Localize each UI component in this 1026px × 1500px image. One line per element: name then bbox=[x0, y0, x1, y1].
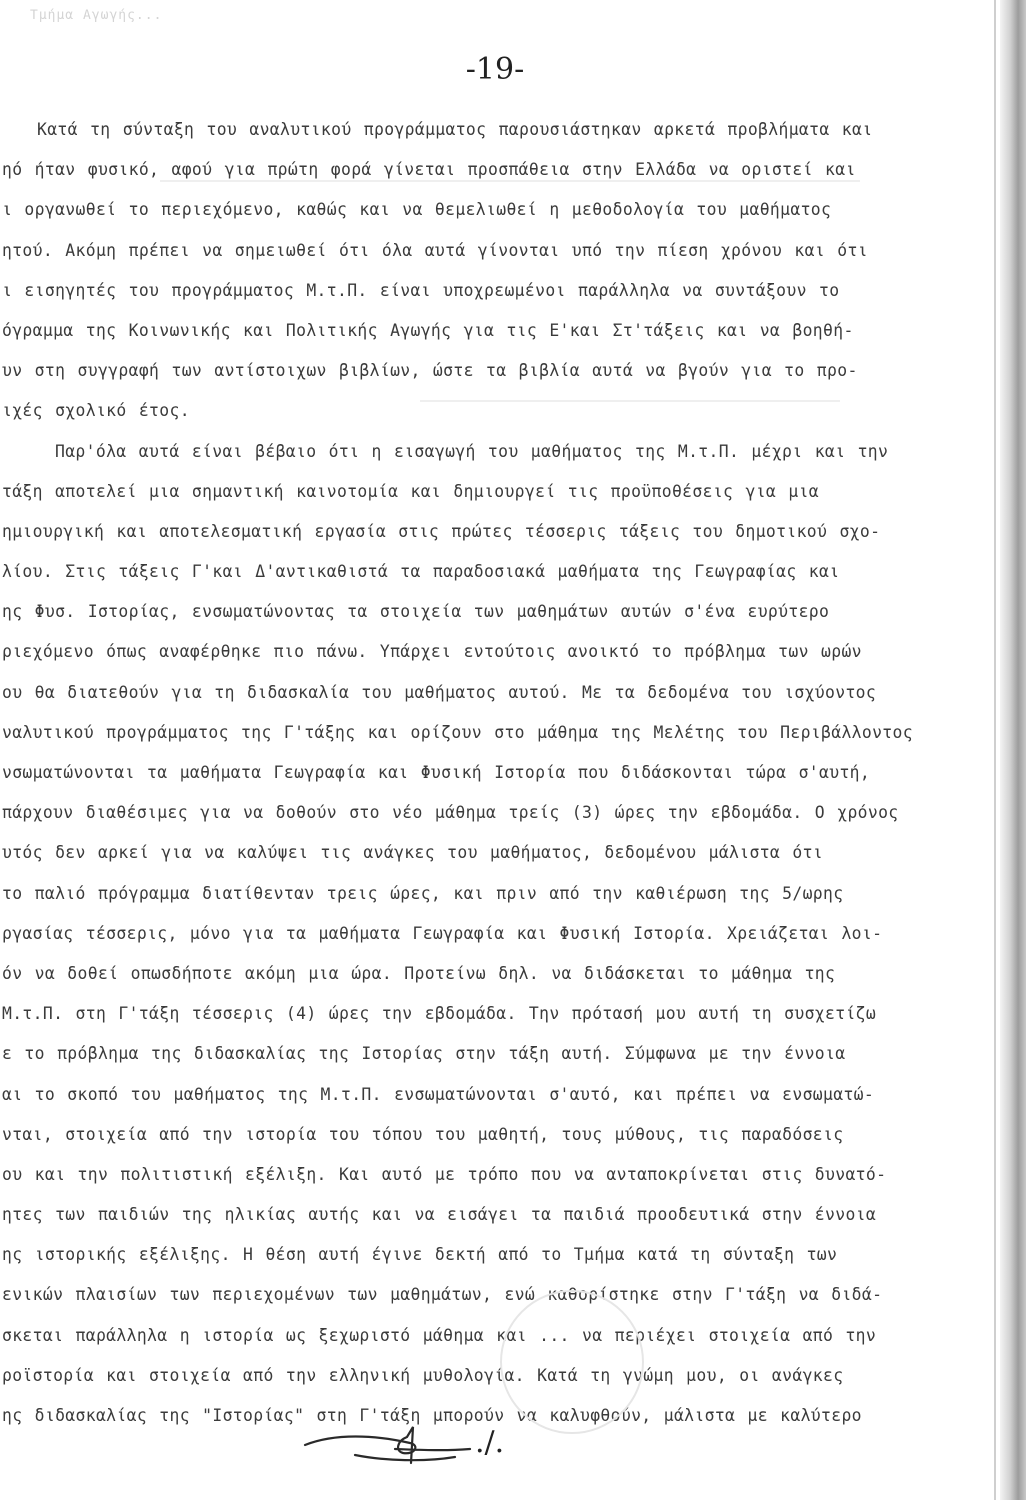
text-line: ριεχόμενο όπως αναφέρθηκε πιο πάνω. Υπάρχει εντούτοις ανοικτό το πρόβλημα των ωρών bbox=[2, 642, 862, 662]
text-line: ι εισηγητές του προγράμματος Μ.τ.Π. είναι υποχρεωμένοι παράλληλα να συντάξουν το bbox=[2, 280, 840, 300]
text-line: ης Φυσ. Ιστορίας, ενσωματώνοντας τα στοιχεία των μαθημάτων αυτών σ'ένα ευρύτερο bbox=[2, 602, 830, 622]
text-line: ηό ήταν φυσικό, αφού για πρώτη φορά γίνεται προσπάθεια στην Ελλάδα να οριστεί και bbox=[2, 160, 856, 180]
faint-stamp bbox=[500, 1290, 644, 1434]
text-line: ημιουργική και αποτελεσματική εργασία στις πρώτες τέσσερις τάξεις του δημοτικού σχο- bbox=[2, 521, 881, 541]
faint-header-text: Τμήμα Αγωγής... bbox=[30, 8, 163, 23]
text-line: ε το πρόβλημα της διδασκαλίας της Ιστορίας στην τάξη αυτή. Σύμφωνα με την έννοια bbox=[2, 1044, 846, 1064]
text-line: ιχές σχολικό έτος. bbox=[2, 401, 190, 421]
text-line: πάρχουν διαθέσιμες για να δοθούν στο νέο μάθημα τρείς (3) ώρες την εβδομάδα. Ο χρόνος bbox=[2, 803, 899, 823]
text-line: υν στη συγγραφή των αντίστοιχων βιβλίων, ώστε τα βιβλία αυτά να βγούν για το προ- bbox=[2, 361, 858, 381]
text-line: νσωματώνονται τα μαθήματα Γεωγραφία και Φυσική Ιστορία που διδάσκονται τώρα σ'αυτή, bbox=[2, 763, 871, 782]
text-line: ου θα διατεθούν για τη διδασκαλία του μαθήματος αυτού. Με τα δεδομένα του ισχύοντος bbox=[2, 682, 877, 702]
text-line: ητού. Ακόμη πρέπει να σημειωθεί ότι όλα αυτά γίνονται υπό την πίεση χρόνου και ότι bbox=[2, 240, 868, 260]
text-line: τάξη αποτελεί μια σημαντική καινοτομία και δημιουργεί τις προϋποθέσεις για μια bbox=[2, 481, 820, 501]
text-line: λίου. Στις τάξεις Γ'και Δ'αντικαθιστά τα παραδοσιακά μαθήματα της Γεωγραφίας και bbox=[2, 562, 840, 582]
text-line: ης ιστορικής εξέλιξης. Η θέση αυτή έγινε δεκτή από το Τμήμα κατά τη σύνταξη των bbox=[2, 1245, 838, 1265]
text-line: ης διδασκαλίας της "Ιστορίας" στη Γ'τάξη μπορούν να καλυφθούν, μάλιστα με καλύτερο bbox=[2, 1406, 862, 1425]
text-line: Παρ'όλα αυτά είναι βέβαιο ότι η εισαγωγή του μαθήματος της Μ.τ.Π. μέχρι και την bbox=[55, 441, 889, 461]
text-line: όγραμμα της Κοινωνικής και Πολιτικής Αγωγής για τις Ε'και Στ'τάξεις και να βοηθή- bbox=[2, 320, 854, 340]
text-line: ργασίας τέσσερις, μόνο για τα μαθήματα Γεωγραφία και Φυσική Ιστορία. Χρειάζεται λοι- bbox=[2, 923, 883, 943]
text-line: ναλυτικού προγράμματος της Γ'τάξης και ορίζουν στο μάθημα της Μελέτης του Περιβάλλοντος bbox=[2, 722, 913, 742]
continuation-mark: ./. bbox=[475, 1425, 505, 1460]
text-line: σκεται παράλληλα η ιστορία ως ξεχωριστό μάθημα και ... να περιέχει στοιχεία από την bbox=[2, 1325, 877, 1345]
text-line: νται, στοιχεία από την ιστορία του τόπου του μαθητή, τους μύθους, τις παραδόσεις bbox=[2, 1124, 844, 1144]
document-body bbox=[0, 110, 965, 1436]
page-edge-line bbox=[994, 0, 996, 1500]
text-line: ροϊστορία και στοιχεία από την ελληνική μυθολογία. Κατά τη γνώμη μου, οι ανάγκες bbox=[2, 1365, 844, 1385]
page-edge bbox=[1000, 0, 1026, 1500]
text-line: ενικών πλαισίων των περιεχομένων των μαθημάτων, ενώ καθορίστηκε στην Γ'τάξη να διδά- bbox=[2, 1285, 883, 1305]
text-line: Μ.τ.Π. στη Γ'τάξη τέσσερις (4) ώρες την εβδομάδα. Την πρότασή μου αυτή τη συσχετίζω bbox=[2, 1004, 877, 1024]
text-line: ητες των παιδιών της ηλικίας αυτής και να εισάγει τα παιδιά προοδευτικά στην έννοια bbox=[2, 1205, 877, 1225]
text-line: όν να δοθεί οπωσδήποτε ακόμη μια ώρα. Προτείνω δηλ. να διδάσκεται το μάθημα της bbox=[2, 963, 836, 983]
page-number: -19- bbox=[465, 52, 525, 87]
text-line: Κατά τη σύνταξη του αναλυτικού προγράμματος παρουσιάστηκαν αρκετά προβλήματα και bbox=[37, 120, 873, 139]
text-line: ου και την πολιτιστική εξέλιξη. Και αυτό με τρόπο που να ανταποκρίνεται στις δυνατό- bbox=[2, 1164, 887, 1184]
text-line: το παλιό πρόγραμμα διατίθενταν τρεις ώρες, και πριν από την καθιέρωση της 5/ωρης bbox=[2, 883, 844, 903]
text-line: αι το σκοπό του μαθήματος της Μ.τ.Π. ενσωματώνονται σ'αυτό, και πρέπει να ενσωματώ- bbox=[2, 1084, 875, 1104]
text-line: ι οργανωθεί το περιεχόμενο, καθώς και να θεμελιωθεί η μεθοδολογία του μαθήματος bbox=[2, 200, 832, 220]
handwritten-signature bbox=[295, 1415, 505, 1470]
text-line: υτός δεν αρκεί για να καλύψει τις ανάγκες του μαθήματος, δεδομένου μάλιστα ότι bbox=[2, 843, 824, 863]
